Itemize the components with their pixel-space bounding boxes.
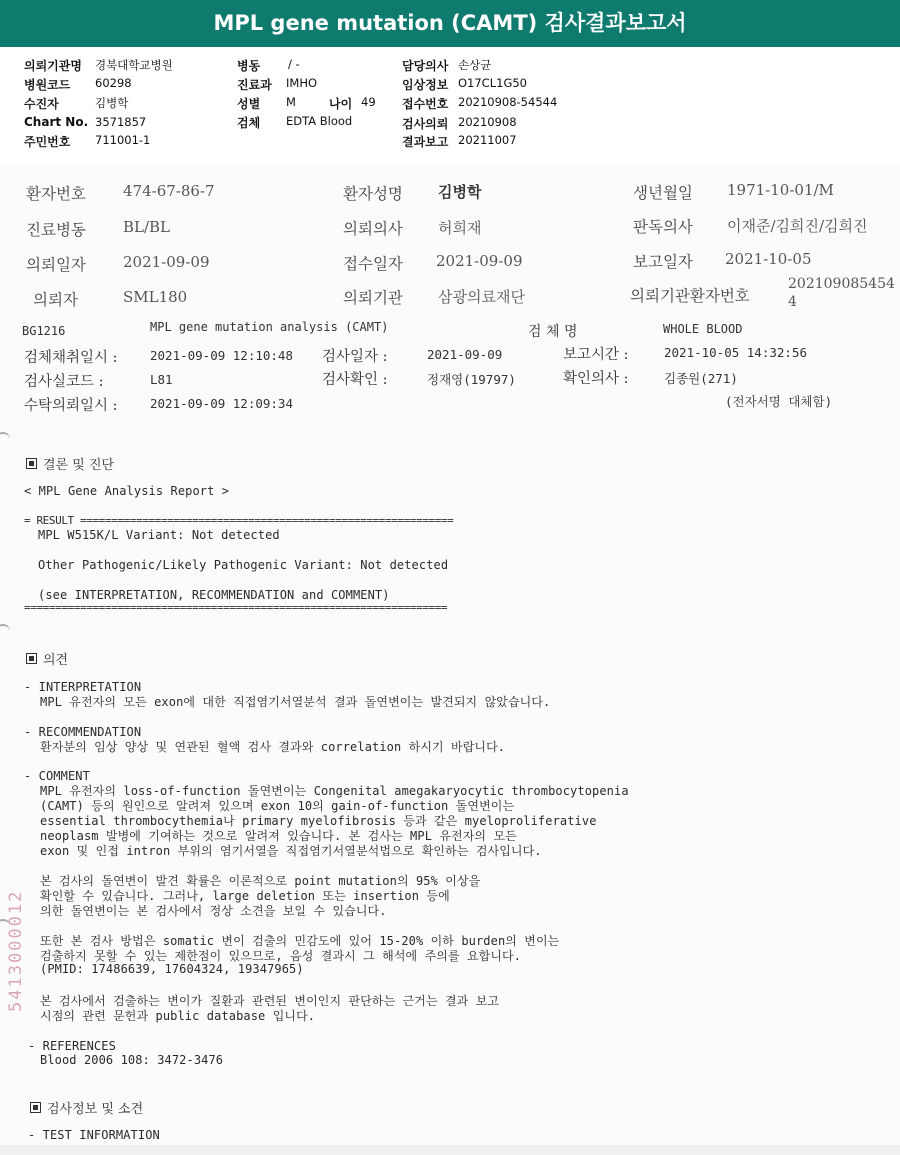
label-department: 진료과 xyxy=(237,78,272,92)
recommendation-heading: - RECOMMENDATION xyxy=(24,725,142,739)
scan-mark xyxy=(0,624,10,631)
comment-line: 본 검사의 돌연변이 발견 확률은 이론적으로 point mutation의 95% 이상을 xyxy=(40,874,481,888)
value-sex: M xyxy=(286,95,296,109)
comment-line: 검출하지 못할 수 있는 제한점이 있으므로, 음성 결과시 그 해석에 주의를 요합니다. xyxy=(40,949,522,963)
value-report-time: 2021-10-05 14:32:56 xyxy=(664,345,807,360)
label-hospital-code: 병원코드 xyxy=(24,78,71,92)
value-requesting-org: 삼광의료재단 xyxy=(438,288,525,306)
comment-line: neoplasm 발병에 기여하는 것으로 알려져 있습니다. 본 검사는 MPL 유전자의 모든 xyxy=(40,829,517,843)
scanned-report xyxy=(0,164,900,1155)
label-specimen: 검체 xyxy=(237,116,261,130)
section-opinion-label: 의견 xyxy=(43,653,69,668)
test-name: MPL gene mutation analysis (CAMT) xyxy=(150,320,389,334)
label-clinical-info: 임상정보 xyxy=(402,78,449,92)
value-receipt-date: 2021-09-09 xyxy=(436,252,523,270)
comment-line: 또한 본 검사 방법은 somatic 변이 검출의 민감도에 있어 15-20% 이하 burden의 변이는 xyxy=(40,934,560,948)
label-age: 나이 xyxy=(329,97,353,111)
value-lab-code: L81 xyxy=(150,372,173,387)
comment-line: (PMID: 17486639, 17604324, 19347965) xyxy=(40,962,304,976)
value-institution: 경북대학교병원 xyxy=(95,58,173,72)
interpretation-text: MPL 유전자의 모든 exon에 대한 직접염기서열분석 결과 돌연변이는 발견되지 않았습니다. xyxy=(40,695,551,709)
result-other: Other Pathogenic/Likely Pathogenic Variant: Not detected xyxy=(38,558,449,572)
label-reading-doctor: 판독의사 xyxy=(633,218,693,236)
value-department: IMHO xyxy=(286,76,318,90)
label-birthdate: 생년월일 xyxy=(633,184,693,202)
value-receipt-no: 20210908-54544 xyxy=(458,95,558,109)
value-ward: / - xyxy=(288,57,300,71)
value-attending: 손상균 xyxy=(458,58,492,72)
label-ward-full: 진료병동 xyxy=(26,221,86,239)
references-heading: - REFERENCES xyxy=(28,1039,116,1053)
analysis-title: < MPL Gene Analysis Report > xyxy=(24,484,230,498)
label-result-report: 결과보고 xyxy=(402,135,449,149)
comment-line: (CAMT) 등의 원인으로 알려져 있으며 exon 10의 gain-of-function 돌연변이는 xyxy=(40,799,515,813)
value-ward-full: BL/BL xyxy=(123,218,171,236)
value-request-date: 2021-09-09 xyxy=(123,253,210,271)
value-result-report: 20211007 xyxy=(458,133,517,147)
label-institution: 의뢰기관명 xyxy=(24,59,82,73)
esign-note: (전자서명 대체함) xyxy=(725,394,833,409)
value-referring-doctor: 허희재 xyxy=(438,219,482,237)
label-confirm-doctor: 확인의사 : xyxy=(563,371,629,387)
result-header: = RESULT ============================================================ xyxy=(24,514,454,527)
barcode-stamp: 5413000012 xyxy=(6,889,26,1012)
report-title: MPL gene mutation (CAMT) 검사결과보고서 xyxy=(213,11,687,35)
see-note: (see INTERPRETATION, RECOMMENDATION and COMMENT) xyxy=(38,588,390,602)
section-opinion xyxy=(26,649,68,668)
value-test-confirm: 정재영(19797) xyxy=(427,372,516,387)
section-test-info-label: 검사정보 및 소견 xyxy=(47,1102,144,1117)
value-examinee: 김병학 xyxy=(95,96,129,110)
interpretation-heading: - INTERPRETATION xyxy=(24,680,142,694)
label-resident-no: 주민번호 xyxy=(24,135,71,149)
references-text: Blood 2006 108: 3472-3476 xyxy=(40,1053,224,1067)
value-test-date: 2021-09-09 xyxy=(427,347,503,362)
section-conclusion-label: 결론 및 진단 xyxy=(43,458,115,473)
value-age: 49 xyxy=(361,95,376,109)
value-requester: SML180 xyxy=(123,288,188,306)
label-specimen-name: 검 체 명 xyxy=(528,324,578,340)
label-referring-doctor: 의뢰의사 xyxy=(343,220,403,238)
value-report-date: 2021-10-05 xyxy=(725,250,812,268)
value-reading-doctor: 이재준/김희진/김희진 xyxy=(727,217,868,235)
scan-mark xyxy=(0,432,10,439)
value-specimen: EDTA Blood xyxy=(286,114,353,128)
value-confirm-doctor: 김종원(271) xyxy=(664,371,738,386)
section-test-info xyxy=(30,1098,143,1117)
label-patient-name: 환자성명 xyxy=(343,185,403,203)
label-requesting-org: 의뢰기관 xyxy=(343,289,403,307)
comment-line: exon 및 인접 intron 부위의 염기서열을 직접염기서열분석법으로 확인하는 검사입니다. xyxy=(40,844,542,858)
value-birthdate: 1971-10-01/M xyxy=(727,181,834,199)
result-mpl: MPL W515K/L Variant: Not detected xyxy=(38,528,280,542)
label-lab-code: 검사실코드 : xyxy=(24,374,104,390)
value-org-patient-no-cont: 4 xyxy=(788,294,797,310)
label-requester: 의뢰자 xyxy=(33,291,78,309)
bottom-edge xyxy=(0,1145,900,1155)
recommendation-text: 환자분의 임상 양상 및 연관된 혈액 검사 결과와 correlation 하시기 바랍니다. xyxy=(40,740,506,754)
label-receipt-no: 접수번호 xyxy=(402,97,449,111)
label-attending: 담당의사 xyxy=(402,59,449,73)
label-request-date: 의뢰일자 xyxy=(26,256,86,274)
label-test-confirm: 검사확인 : xyxy=(322,372,388,388)
section-bullet-icon xyxy=(30,1102,41,1113)
value-test-request: 20210908 xyxy=(458,115,517,129)
label-collection: 검체채취일시 : xyxy=(24,350,118,366)
value-clinical-info: O17CL1G50 xyxy=(458,76,527,90)
result-rule: ==================================================================== xyxy=(24,601,448,614)
label-test-request: 검사의뢰 xyxy=(402,117,449,131)
test-information-heading: - TEST INFORMATION xyxy=(28,1128,160,1142)
comment-heading: - COMMENT xyxy=(24,769,90,783)
label-chart-no: Chart No. xyxy=(24,115,89,129)
value-collection: 2021-09-09 12:10:48 xyxy=(150,348,293,363)
comment-line: essential thrombocythemia나 primary myelofibrosis 등과 같은 myeloproliferative xyxy=(40,814,597,828)
label-report-time: 보고시간 : xyxy=(563,347,629,363)
test-code: BG1216 xyxy=(22,324,66,338)
section-bullet-icon xyxy=(26,653,37,664)
value-chart-no: 3571857 xyxy=(95,115,147,129)
value-hospital-code: 60298 xyxy=(95,76,132,90)
label-examinee: 수진자 xyxy=(24,97,59,111)
label-org-patient-no: 의뢰기관환자번호 xyxy=(630,287,750,305)
section-bullet-icon xyxy=(26,458,37,469)
value-patient-no: 474-67-86-7 xyxy=(123,182,215,200)
label-receipt-date: 접수일자 xyxy=(343,255,403,273)
value-receive-time: 2021-09-09 12:09:34 xyxy=(150,396,293,411)
value-resident-no: 711001-1 xyxy=(95,133,151,147)
comment-line: 확인할 수 있습니다. 그러나, large deletion 또는 insertion 등에 xyxy=(40,889,450,903)
comment-line: 의한 돌연변이는 본 검사에서 정상 소견을 보일 수 있습니다. xyxy=(40,904,387,918)
label-report-date: 보고일자 xyxy=(633,253,693,271)
value-org-patient-no: 202109085454 xyxy=(788,276,895,292)
comment-line: 본 검사에서 검출하는 변이가 질환과 관련된 변이인지 판단하는 근거는 결과 보고 xyxy=(40,994,500,1008)
value-specimen-name: WHOLE BLOOD xyxy=(663,322,743,336)
comment-line: MPL 유전자의 loss-of-function 돌연변이는 Congenital amegakaryocytic thrombocytopenia xyxy=(40,784,629,798)
label-test-date: 검사일자 : xyxy=(322,349,388,365)
label-ward: 병동 xyxy=(237,59,261,73)
header-info xyxy=(0,47,900,159)
label-sex: 성별 xyxy=(237,97,261,111)
comment-line: 시점의 관련 문헌과 public database 입니다. xyxy=(40,1009,316,1023)
value-patient-name: 김병학 xyxy=(438,183,482,201)
label-patient-no: 환자번호 xyxy=(26,185,86,203)
label-receive-time: 수탁의뢰일시 : xyxy=(24,398,118,414)
section-conclusion xyxy=(26,454,114,473)
